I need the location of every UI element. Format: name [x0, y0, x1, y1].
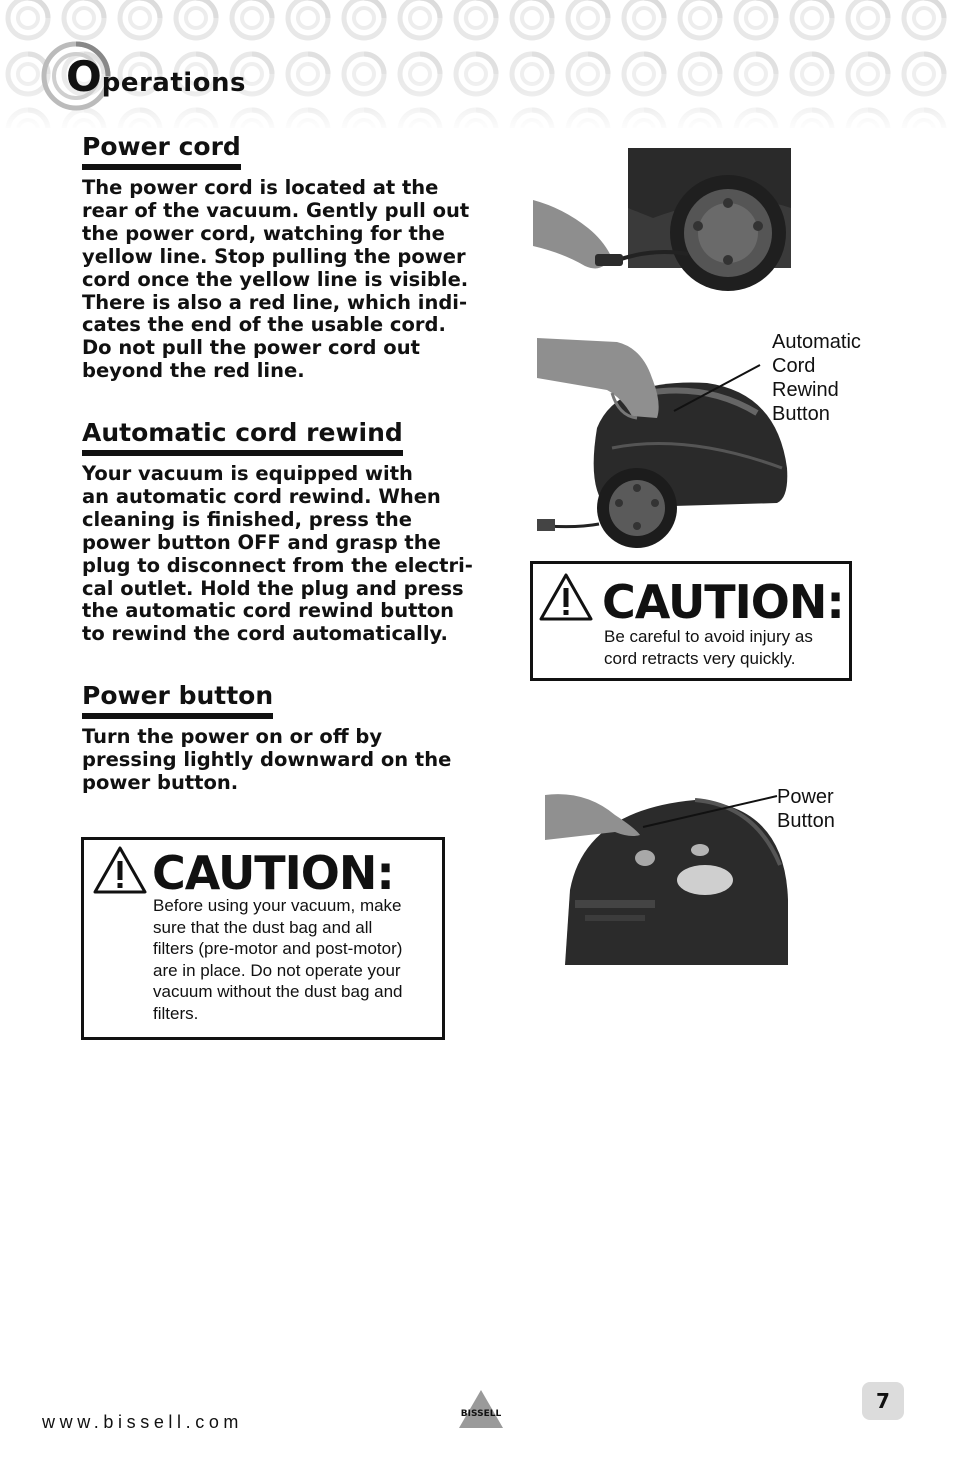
- section-heading-cord-rewind: Automatic cord rewind: [82, 418, 403, 456]
- bissell-logo: [447, 1388, 515, 1432]
- callout-label-rewind-button: Automatic Cord Rewind Button: [772, 331, 861, 425]
- section-body-power-button: Turn the power on or off by pressing lightly downward on the power button.: [82, 725, 452, 794]
- section-body-cord-rewind: Your vacuum is equipped with an automatic cord rewind. When cleaning is finished, press the power button OFF and grasp the plug to disconnect from the electri- cal outlet. Hold the plug and press the automatic cord rewind button to rewind the cord automatically.: [82, 462, 473, 646]
- warning-triangle-icon: [538, 572, 594, 622]
- caution-title-dust-bag: CAUTION:: [152, 846, 394, 900]
- callout-label-power-button: Power Button: [777, 786, 835, 832]
- photo-pulling-power-cord: [533, 148, 791, 293]
- section-heading-power-cord: Power cord: [82, 132, 241, 170]
- footer-website-link[interactable]: www.bissell.com: [42, 1412, 244, 1432]
- page-title-initial: O: [66, 52, 102, 101]
- page-title-rest: perations: [101, 68, 247, 98]
- page-title: [66, 52, 246, 101]
- callout-line-power: [640, 792, 780, 832]
- svg-text:BISSELL: BISSELL: [460, 1409, 502, 1419]
- caution-text-cord-retract: Be careful to avoid injury as cord retracts very quickly.: [604, 627, 813, 668]
- callout-line-rewind: [672, 362, 764, 414]
- section-body-power-cord: The power cord is located at the rear of the vacuum. Gently pull out the power cord, watching for the yellow line. Stop pulling the power cord once the yellow line is visible. There is also a red line, which indi- cates the end of the usable cord. Do not pull the power cord out beyond the red line.: [82, 176, 470, 383]
- warning-triangle-icon: [92, 845, 148, 895]
- page-number: 7: [862, 1382, 904, 1420]
- caution-title-cord-retract: CAUTION:: [602, 575, 844, 629]
- section-heading-power-button: Power button: [82, 681, 273, 719]
- caution-text-dust-bag: Before using your vacuum, make sure that the dust bag and all filters (pre-motor and post-motor) are in place. Do not operate your vacuum without the dust bag and filters.: [153, 896, 403, 1023]
